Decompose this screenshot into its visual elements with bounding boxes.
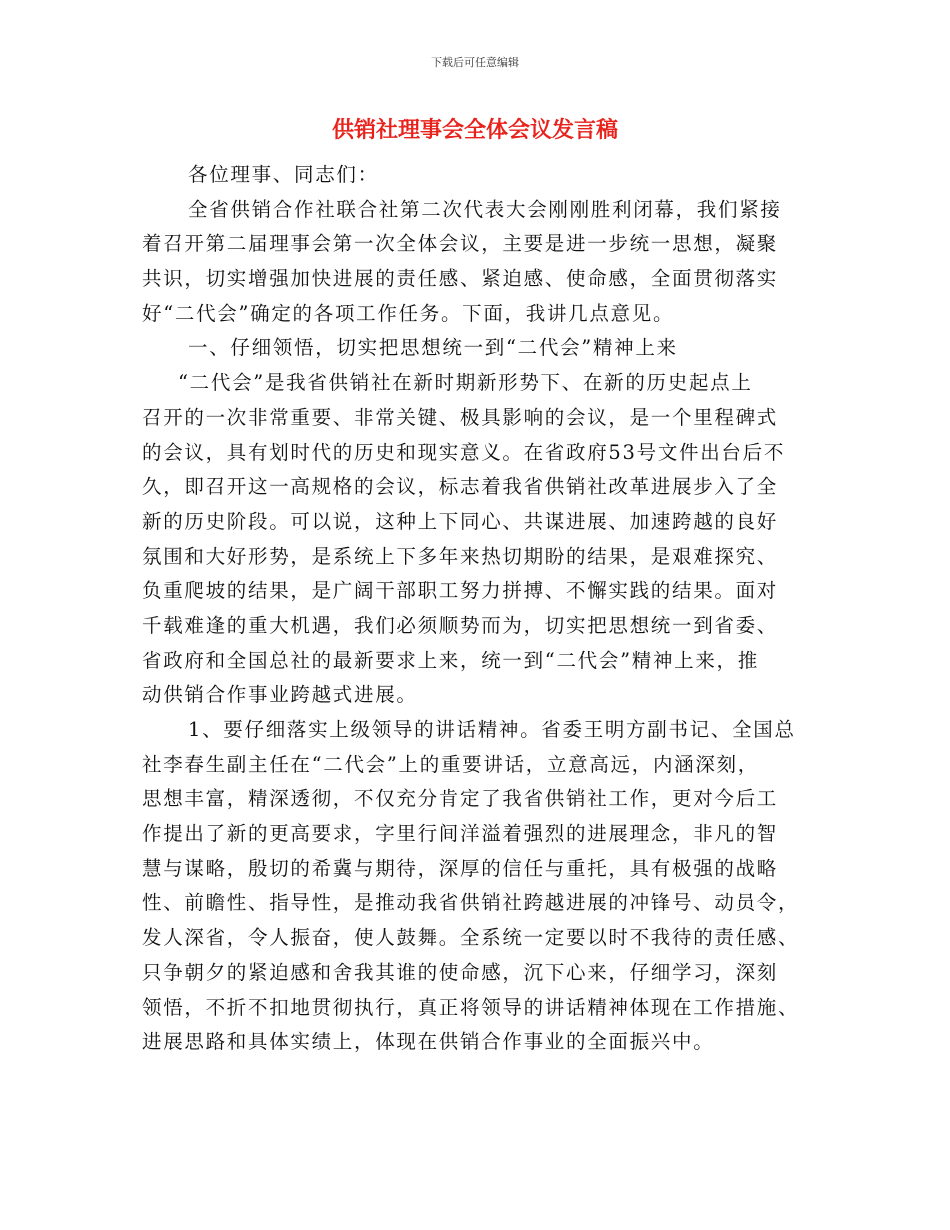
paragraph-line: 发人深省，令人振奋，使人鼓舞。全系统一定要以时不我待的责任感、 (142, 926, 800, 950)
paragraph-line: 省政府和全国总社的最新要求上来，统一到“二代会”精神上来，推 (142, 648, 759, 672)
paragraph-line: 社李春生副主任在“二代会”上的重要讲话，立意高远，内涵深刻， (142, 752, 759, 776)
section-heading: 一、仔细领悟，切实把思想统一到“二代会”精神上来 (188, 336, 678, 360)
salutation-line: 各位理事、同志们： (188, 163, 379, 186)
paragraph-line: 着召开第二届理事会第一次全体会议，主要是进一步统一思想，凝聚 (142, 232, 779, 256)
paragraph-line: 动供销合作事业跨越式进展。 (142, 683, 418, 707)
paragraph-line: 共识，切实增强加快进展的责任感、紧迫感、使命感，全面贯彻落实 (142, 267, 779, 291)
paragraph-line: 慧与谋略，殷切的希冀与期待，深厚的信任与重托，具有极强的战略 (142, 856, 779, 880)
paragraph-line: 久，即召开这一高规格的会议，标志着我省供销社改革进展步入了全 (142, 475, 779, 499)
paragraph-line: “二代会”是我省供销社在新时期新形势下、在新的历史起点上 (178, 371, 753, 395)
paragraph-line: 千载难逢的重大机遇，我们必须顺势而为，切实把思想统一到省委、 (142, 613, 779, 637)
paragraph-line: 全省供销合作社联合社第二次代表大会刚刚胜利闭幕，我们紧接 (188, 197, 782, 221)
document-body (142, 158, 810, 1060)
paragraph-line: 性、前瞻性、指导性，是推动我省供销社跨越进展的冲锋号、动员令， (142, 891, 800, 915)
paragraph-line: 作提出了新的更高要求，字里行间洋溢着强烈的进展理念，非凡的智 (142, 822, 779, 846)
paragraph-line: 好“二代会”确定的各项工作任务。下面，我讲几点意见。 (142, 301, 675, 325)
paragraph-line: 氛围和大好形势，是系统上下多年来热切期盼的结果，是艰难探究、 (142, 544, 779, 568)
paragraph-line: 召开的一次非常重要、非常关键、极具影响的会议，是一个里程碑式 (142, 405, 779, 429)
document-title: 供销社理事会全体会议发言稿 (331, 118, 618, 143)
paragraph-line: 负重爬坡的结果，是广阔干部职工努力拼搏、不懈实践的结果。面对 (142, 579, 779, 603)
page-header-note: 下载后可任意编辑 (431, 56, 519, 69)
paragraph-line: 思想丰富，精深透彻，不仅充分肯定了我省供销社工作，更对今后工 (142, 787, 779, 811)
paragraph-line: 新的历史阶段。可以说，这种上下同心、共谋进展、加速跨越的良好 (142, 509, 779, 533)
paragraph-line: 进展思路和具体实绩上，体现在供销合作事业的全面振兴中。 (142, 1030, 715, 1054)
paragraph-line: 的会议，具有划时代的历史和现实意义。在省政府53号文件出台后不 (142, 440, 786, 464)
paragraph-line: 只争朝夕的紧迫感和舍我其谁的使命感，沉下心来，仔细学习，深刻 (142, 960, 779, 984)
paragraph-line: 1、要仔细落实上级领导的讲话精神。省委王明方副书记、全国总 (188, 718, 796, 741)
paragraph-line: 领悟，不折不扣地贯彻执行，真正将领导的讲话精神体现在工作措施、 (142, 995, 800, 1019)
